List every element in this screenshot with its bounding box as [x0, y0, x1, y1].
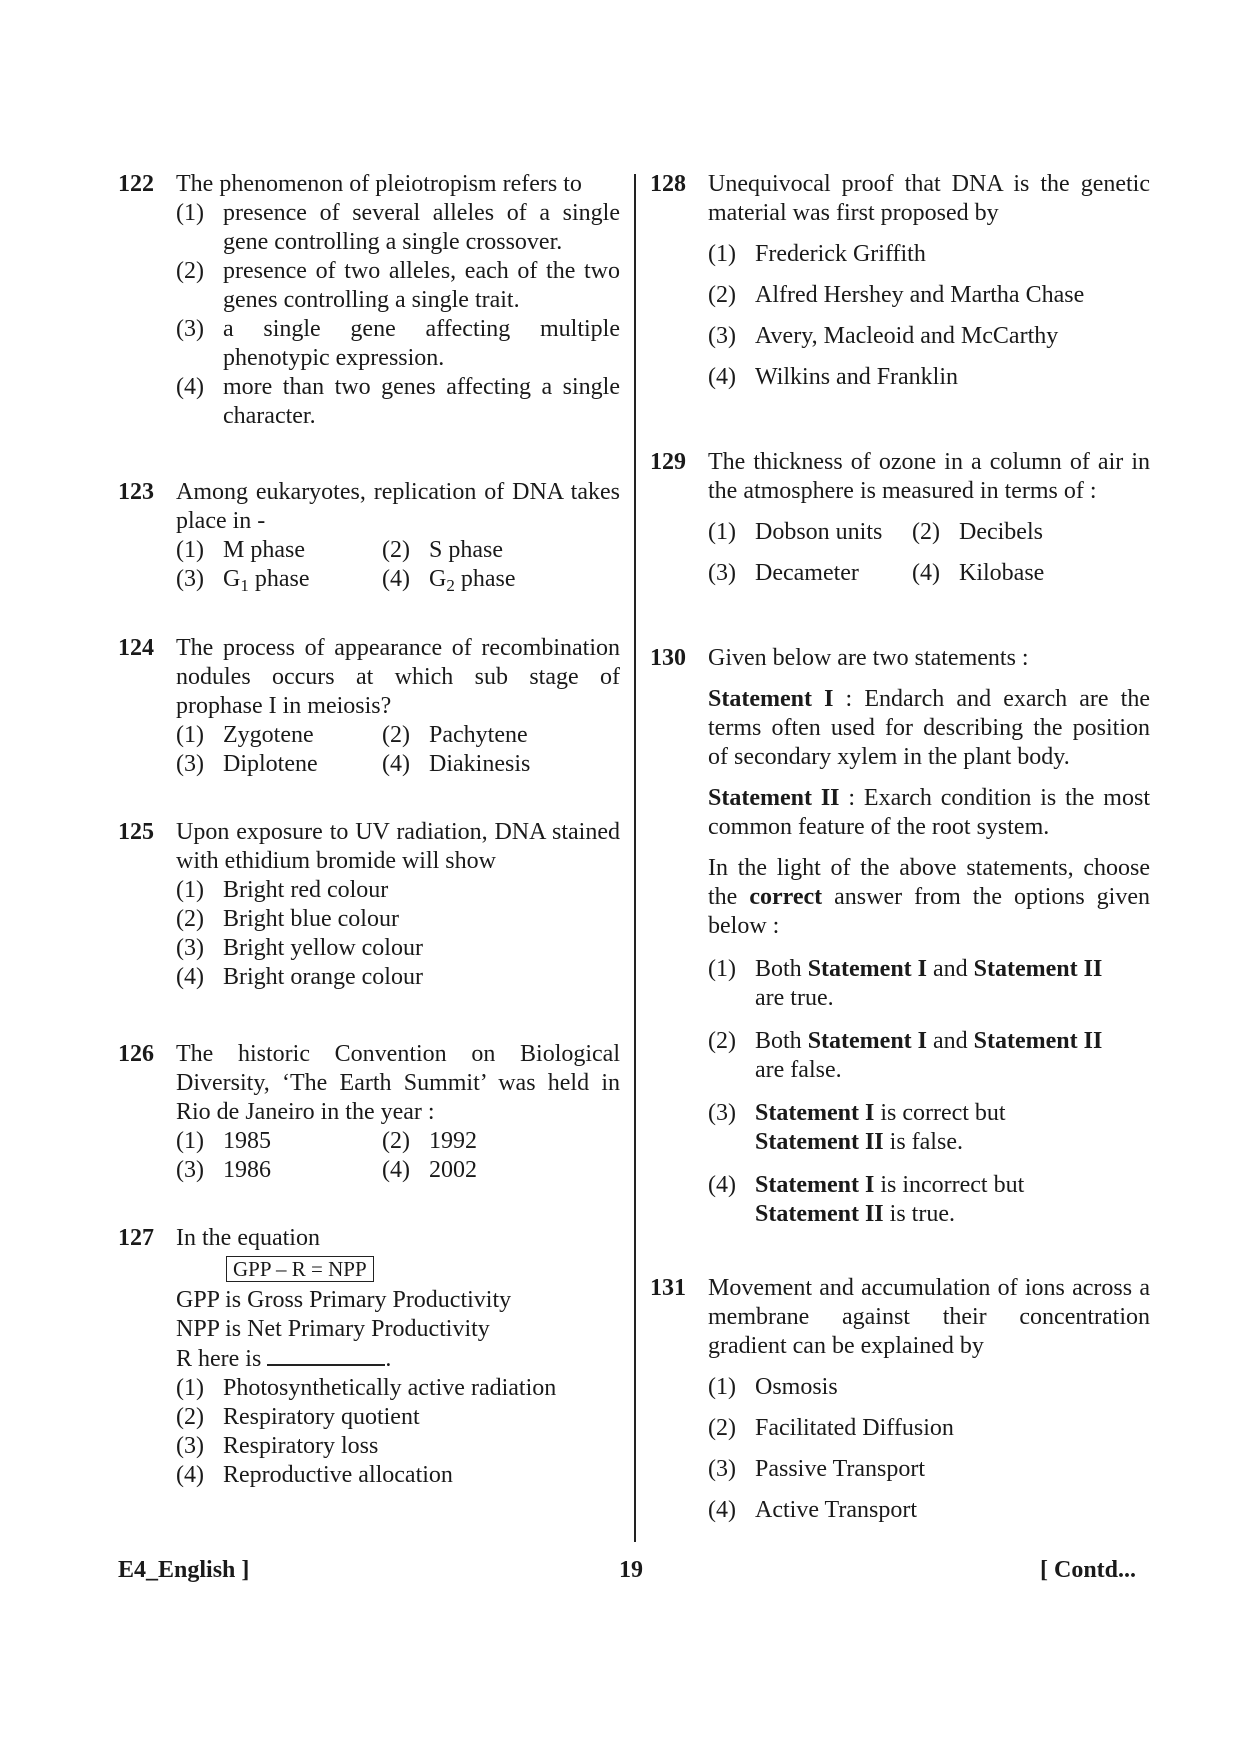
option-4[interactable]	[708, 363, 1150, 392]
option-text	[755, 955, 1150, 1013]
option-number: (3)	[708, 560, 736, 586]
option-word: is false.	[883, 1129, 963, 1155]
statement-ref: Statement II	[755, 1201, 884, 1227]
fill-blank-prefix: R here is	[176, 1346, 262, 1372]
option-text-suffix: phase	[454, 566, 516, 592]
option-4[interactable]	[382, 750, 620, 779]
option-word: is true.	[883, 1201, 955, 1227]
option-3[interactable]	[708, 1099, 1150, 1157]
statement-2	[708, 784, 1150, 842]
definition-line: GPP is Gross Primary Productivity	[176, 1287, 512, 1313]
option-text: Avery, Macleoid and McCarthy	[755, 323, 1059, 349]
option-text	[223, 565, 382, 594]
option-number: (1)	[708, 1374, 736, 1400]
option-number: (4)	[382, 566, 410, 592]
statement-1	[708, 685, 1150, 772]
option-4[interactable]	[382, 1156, 620, 1185]
option-text	[429, 565, 620, 594]
option-text: Decibels	[959, 519, 1043, 545]
option-text: Respiratory loss	[223, 1433, 379, 1459]
option-number: (1)	[176, 1128, 204, 1154]
option-2[interactable]	[708, 1414, 1150, 1443]
option-2[interactable]	[382, 536, 620, 565]
footer-continued: [ Contd...	[1040, 1557, 1137, 1583]
option-text-main: G	[223, 566, 241, 592]
option-number: (1)	[708, 956, 736, 982]
question-number: 124	[118, 635, 154, 661]
column-divider	[634, 174, 636, 1542]
question-number: 122	[118, 171, 154, 197]
question-text: The thickness of ozone in a column of air in the atmosphere is measured in terms of :	[708, 449, 1150, 504]
option-text: Respiratory quotient	[223, 1404, 420, 1430]
statement-ref: Statement I	[755, 1100, 875, 1126]
option-text: Diplotene	[223, 751, 318, 777]
option-2[interactable]	[176, 1403, 620, 1432]
option-number: (3)	[176, 751, 204, 777]
option-text: Bright red colour	[223, 877, 389, 903]
option-text: 1986	[223, 1157, 271, 1183]
option-1[interactable]	[176, 1127, 382, 1156]
question-number: 130	[650, 645, 686, 671]
option-text: presence of several alleles of a single gene controlling a single crossover.	[223, 200, 620, 255]
footer-booklet-code: E4_English ]	[118, 1557, 250, 1583]
option-number: (4)	[708, 364, 736, 390]
option-2[interactable]	[382, 721, 620, 750]
option-number: (3)	[176, 566, 204, 592]
option-text: Alfred Hershey and Martha Chase	[755, 282, 1085, 308]
option-number: (3)	[176, 1157, 204, 1183]
option-number: (1)	[176, 1375, 204, 1401]
option-2[interactable]	[176, 905, 620, 934]
option-4[interactable]	[176, 1461, 620, 1490]
footer-page-number: 19	[619, 1557, 643, 1583]
question-122	[118, 170, 620, 431]
option-3[interactable]	[176, 934, 620, 963]
question-text: Unequivocal proof that DNA is the genetic material was first proposed by	[708, 171, 1150, 226]
option-number: (3)	[708, 323, 736, 349]
option-number: (2)	[176, 906, 204, 932]
question-128	[650, 170, 1150, 392]
option-text	[755, 1099, 1150, 1157]
question-number: 129	[650, 449, 686, 475]
question-number: 131	[650, 1275, 686, 1301]
equation-box: GPP – R = NPP	[226, 1256, 374, 1282]
option-word: and	[927, 956, 974, 982]
option-text: Facilitated Diffusion	[755, 1415, 954, 1441]
question-number: 126	[118, 1041, 154, 1067]
option-word: Both	[755, 956, 808, 982]
instruction-text: In the light of the above statements, choose the	[708, 855, 1150, 910]
option-text: Frederick Griffith	[755, 241, 926, 267]
option-text: Decameter	[755, 560, 859, 586]
statement-text: : Exarch condition is the most common feature of the root system.	[708, 785, 1150, 840]
option-3[interactable]	[708, 322, 1150, 351]
question-text: Movement and accumulation of ions across a membrane against their concentration gradient can be explained by	[708, 1275, 1150, 1359]
option-number: (1)	[708, 519, 736, 545]
option-number: (3)	[708, 1100, 736, 1126]
question-number: 123	[118, 479, 154, 505]
option-text: 2002	[429, 1157, 477, 1183]
option-1[interactable]	[708, 1373, 1150, 1402]
statement-label: Statement II	[708, 785, 840, 811]
option-2[interactable]	[176, 257, 620, 315]
statement-ref: Statement I	[807, 956, 927, 982]
statement-label: Statement I	[708, 686, 834, 712]
statement-ref: Statement I	[755, 1172, 875, 1198]
option-3[interactable]	[708, 1455, 1150, 1484]
question-text: The process of appearance of recombination nodules occurs at which sub stage of prophase I in meiosis?	[176, 635, 620, 719]
option-text: Diakinesis	[429, 751, 531, 777]
option-number: (1)	[176, 537, 204, 563]
option-4[interactable]	[176, 373, 620, 431]
option-1[interactable]	[708, 518, 912, 547]
fill-blank-suffix: .	[385, 1346, 392, 1372]
option-word: Both	[755, 1028, 808, 1054]
option-2[interactable]	[382, 1127, 620, 1156]
option-text: S phase	[429, 537, 503, 563]
option-3[interactable]	[176, 565, 382, 594]
question-131	[650, 1274, 1150, 1525]
option-3[interactable]	[708, 559, 912, 588]
question-number: 125	[118, 819, 154, 845]
option-text-suffix: phase	[248, 566, 310, 592]
question-127	[118, 1224, 620, 1490]
definition-line: NPP is Net Primary Productivity	[176, 1316, 490, 1342]
option-word: are true.	[755, 985, 834, 1011]
option-number: (3)	[708, 1456, 736, 1482]
option-text: Reproductive allocation	[223, 1462, 453, 1488]
option-text: Bright orange colour	[223, 964, 423, 990]
option-text	[755, 1171, 1150, 1229]
option-text: Pachytene	[429, 722, 528, 748]
option-number: (2)	[176, 258, 204, 284]
option-word: and	[927, 1028, 974, 1054]
answer-blank	[267, 1344, 385, 1366]
subscript: 1	[240, 576, 249, 595]
option-number: (4)	[176, 964, 204, 990]
option-word: is incorrect but	[874, 1172, 1025, 1198]
question-124	[118, 634, 620, 779]
option-number: (4)	[382, 751, 410, 777]
option-1[interactable]	[176, 1374, 620, 1403]
options-grid	[176, 1127, 620, 1185]
options-grid	[176, 721, 620, 779]
option-4[interactable]	[708, 1496, 1150, 1525]
option-1[interactable]	[708, 955, 1150, 1013]
option-word: is correct but	[874, 1100, 1006, 1126]
option-text: 1985	[223, 1128, 271, 1154]
question-text: The historic Convention on Biological Diversity, ‘The Earth Summit’ was held in Rio de Janeiro in the year :	[176, 1041, 620, 1125]
option-text: Passive Transport	[755, 1456, 926, 1482]
option-text: Active Transport	[755, 1497, 917, 1523]
option-number: (2)	[176, 1404, 204, 1430]
instruction-text: answer from the options given below :	[708, 884, 1150, 939]
statement-text: : Endarch and exarch are the terms often used for describing the position of secondary xylem in the plant body.	[708, 686, 1151, 770]
option-1[interactable]	[176, 199, 620, 257]
option-text: Zygotene	[223, 722, 314, 748]
option-1[interactable]	[176, 721, 382, 750]
question-129	[650, 448, 1150, 588]
option-text: Kilobase	[959, 560, 1045, 586]
fill-blank-line	[176, 1344, 620, 1374]
question-text: Upon exposure to UV radiation, DNA stained with ethidium bromide will show	[176, 819, 620, 874]
option-3[interactable]	[176, 750, 382, 779]
options-grid	[708, 506, 1150, 588]
option-text: Photosynthetically active radiation	[223, 1375, 557, 1401]
option-number: (1)	[708, 241, 736, 267]
instruction	[708, 854, 1150, 941]
option-text-main: G	[429, 566, 447, 592]
option-text: presence of two alleles, each of the two genes controlling a single trait.	[223, 258, 620, 313]
option-number: (2)	[708, 282, 736, 308]
question-text: Among eukaryotes, replication of DNA takes place in -	[176, 479, 620, 534]
option-text: 1992	[429, 1128, 477, 1154]
option-1[interactable]	[176, 876, 620, 905]
option-word: are false.	[755, 1057, 842, 1083]
option-text: Wilkins and Franklin	[755, 364, 959, 390]
option-4[interactable]	[912, 559, 1150, 588]
question-text: The phenomenon of pleiotropism refers to	[176, 171, 582, 197]
option-number: (2)	[708, 1415, 736, 1441]
statement-ref: Statement I	[807, 1028, 927, 1054]
option-number: (4)	[176, 1462, 204, 1488]
option-number: (3)	[176, 935, 204, 961]
option-2[interactable]	[912, 518, 1150, 547]
option-4[interactable]	[176, 963, 620, 992]
option-text: Dobson units	[755, 519, 883, 545]
option-text: Bright blue colour	[223, 906, 399, 932]
option-number: (1)	[176, 200, 204, 226]
option-1[interactable]	[176, 536, 382, 565]
option-number: (2)	[382, 537, 410, 563]
statement-ref: Statement II	[973, 956, 1103, 982]
option-3[interactable]	[176, 1432, 620, 1461]
question-123	[118, 478, 620, 594]
option-4[interactable]	[382, 565, 620, 594]
option-number: (2)	[708, 1028, 736, 1054]
options-grid	[176, 536, 620, 594]
question-text: Given below are two statements :	[708, 645, 1029, 671]
option-text: more than two genes affecting a single character.	[223, 374, 620, 429]
option-1[interactable]	[708, 240, 1150, 269]
option-text: a single gene affecting multiple phenotypic expression.	[223, 316, 620, 371]
question-number: 128	[650, 171, 686, 197]
option-number: (4)	[382, 1157, 410, 1183]
question-number: 127	[118, 1225, 154, 1251]
option-number: (4)	[912, 560, 940, 586]
subscript: 2	[446, 576, 455, 595]
option-3[interactable]	[176, 1156, 382, 1185]
option-number: (4)	[708, 1172, 736, 1198]
option-number: (4)	[708, 1497, 736, 1523]
question-126	[118, 1040, 620, 1185]
option-2[interactable]	[708, 281, 1150, 310]
option-number: (2)	[912, 519, 940, 545]
option-number: (3)	[176, 316, 204, 342]
option-number: (2)	[382, 1128, 410, 1154]
option-text: Bright yellow colour	[223, 935, 423, 961]
option-number: (4)	[176, 374, 204, 400]
question-text: In the equation	[176, 1225, 320, 1251]
option-text: M phase	[223, 537, 305, 563]
option-number: (1)	[176, 877, 204, 903]
statement-ref: Statement II	[973, 1028, 1103, 1054]
question-130	[650, 644, 1150, 1229]
option-text: Osmosis	[755, 1374, 838, 1400]
statement-ref: Statement II	[755, 1129, 884, 1155]
option-number: (3)	[176, 1433, 204, 1459]
option-2[interactable]	[708, 1027, 1150, 1085]
option-3[interactable]	[176, 315, 620, 373]
question-125	[118, 818, 620, 992]
option-4[interactable]	[708, 1171, 1150, 1229]
instruction-emphasis: correct	[749, 884, 823, 910]
option-number: (2)	[382, 722, 410, 748]
option-text	[755, 1027, 1150, 1085]
option-number: (1)	[176, 722, 204, 748]
